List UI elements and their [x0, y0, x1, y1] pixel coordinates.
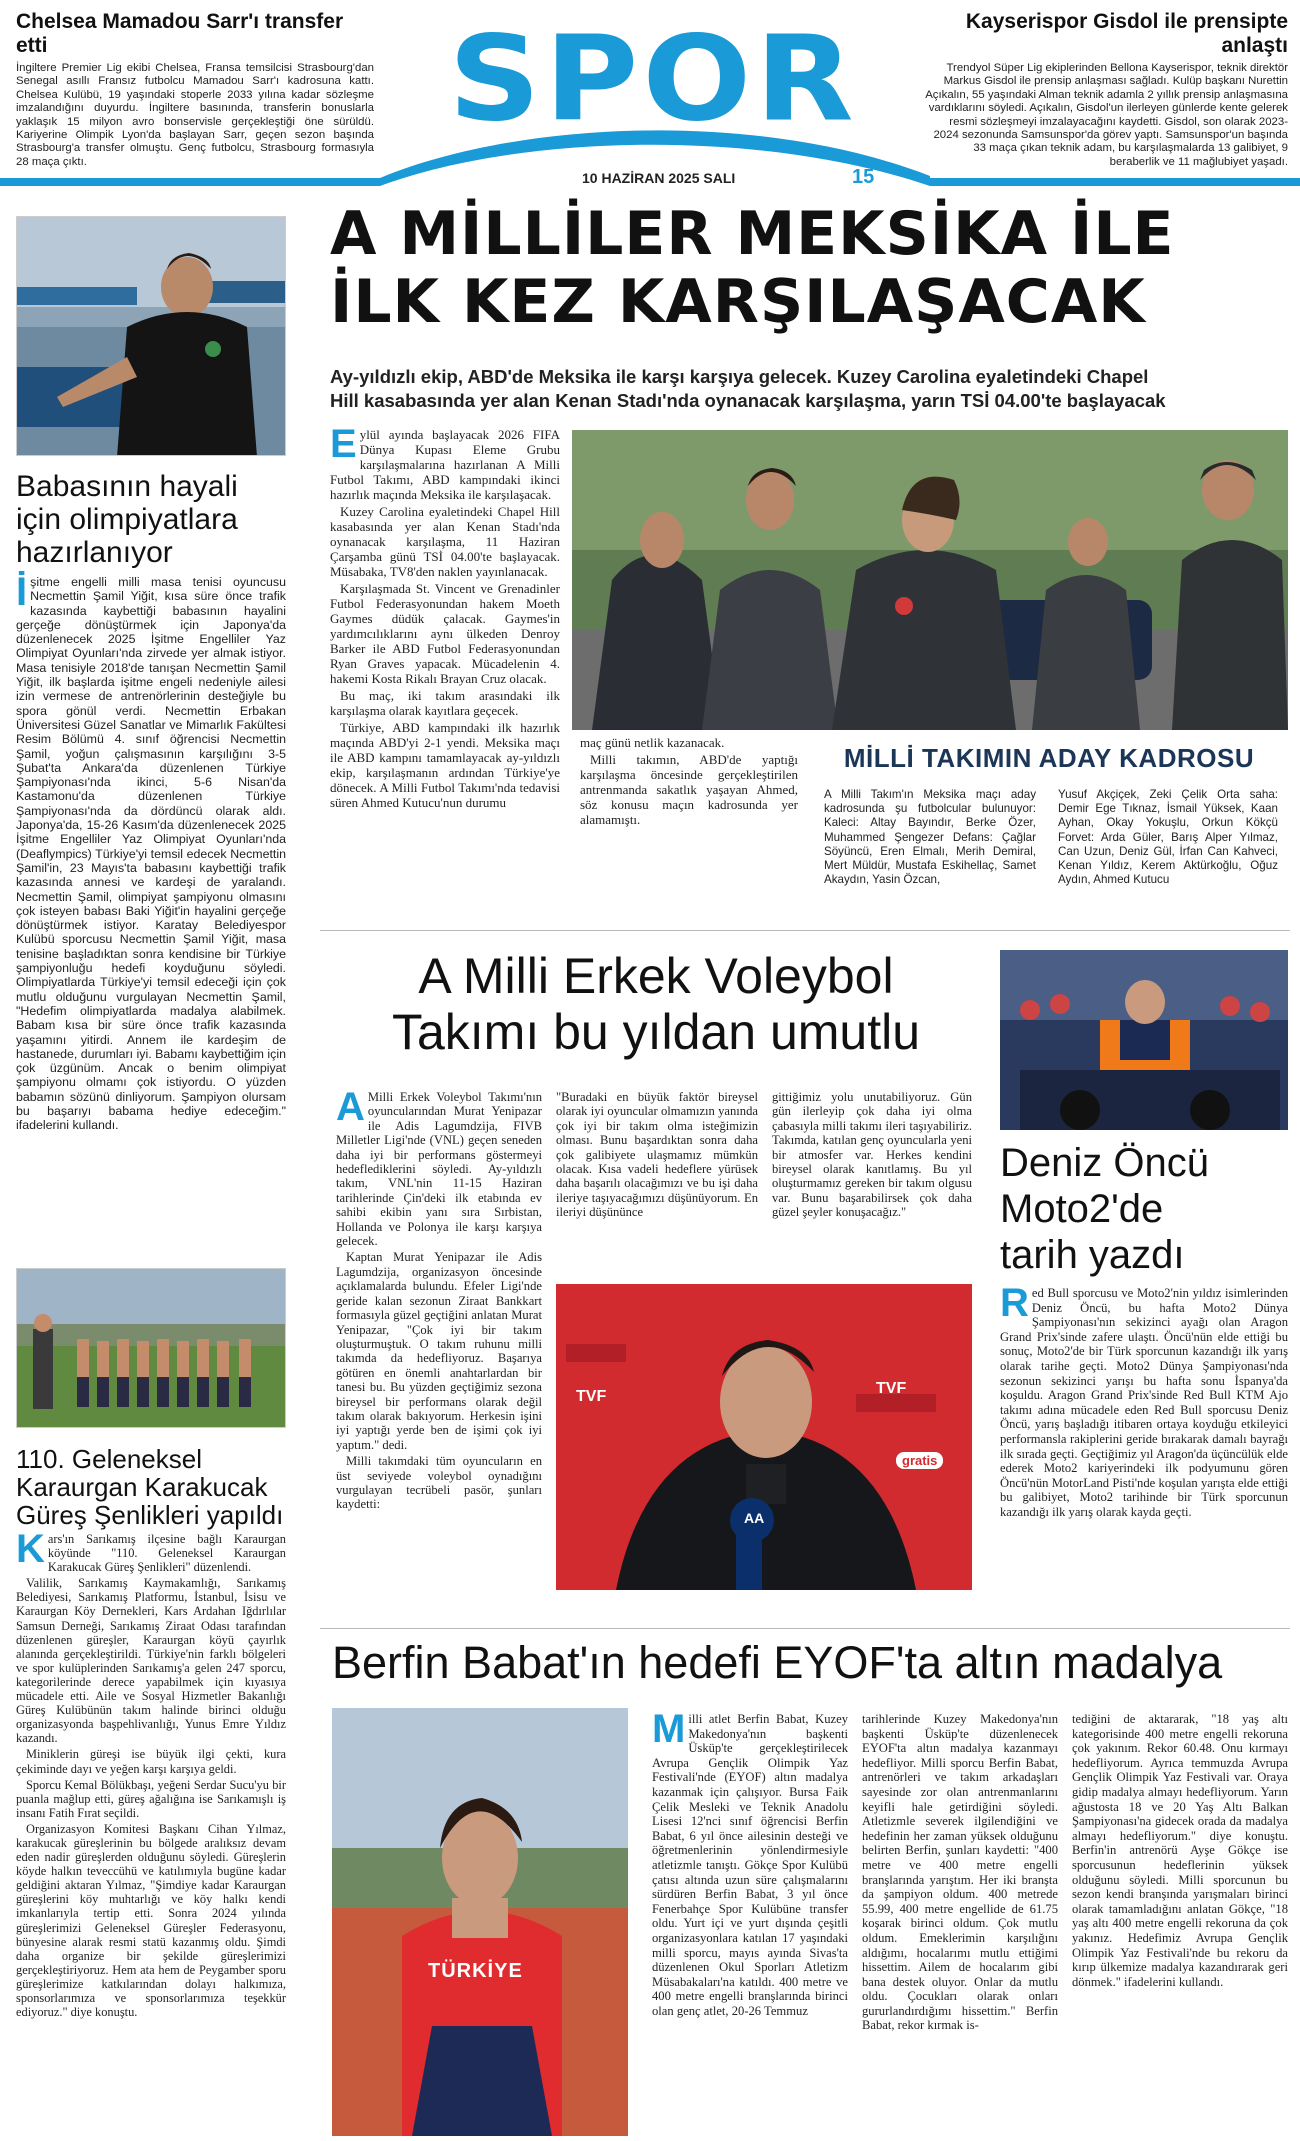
berfin-c1: illi atlet Berfin Babat, Kuzey Makedonya'nın başkenti Üsküp'te gerçekleştirilecek Avrupa Gençlik Olimpik Yaz Festivali'nde (EYOF) altın madalya kazanmak için çalışıyor. Bursa Faik Çelik Mesleki ve Teknik Anadolu Lisesi 12'nci sınıf öğrencisi Berfin Babat, 6 yıl önce ailesinin desteği ve öğretmenlerinin yönlendirmesiyle atletizmle tanıştı. Gökçe Spor Kulübü çatısı altında uzun süre çalışmalarını sürdüren Berfin Babat, 3 yıl önce Fenerbahçe Spor Kulübüne transfer oldu. Yurt içi ve yurt dışında çeşitli organizasyonlara katılan 17 yaşındaki milli sporcu, mayıs ayında Sivas'ta düzenlenen Okul Sporları Atletizm Müsabakaları'na katıldı. 400 metre ve 400 metre engelli branşlarında birinci olan genç atlet, 20-26 Temmuz — [652, 1712, 848, 2018]
photo-berfin — [332, 1708, 628, 2136]
wrestling-image — [17, 1269, 286, 1428]
brief-chelsea-title: Chelsea Mamadou Sarr'ı transfer etti — [16, 10, 344, 57]
squad-title: MİLLİ TAKIMIN ADAY KADROSU — [810, 738, 1288, 778]
brief-chelsea-body: İngiltere Premier Lig ekibi Chelsea, Fransa temsilcisi Strasbourg'dan Senegal asıllı Fransız futbolcu Mamadou Sarr'ı kadrosuna kattı. Chelsea Kulübü, 19 yaşındaki stoperle 2033 yılına kadar sözleşme imzalandığını duyurdu. İngiltere basınında, transferin bonuslarla yaklaşık 15 milyon avro bonservisle gerçekleştiği öne sürüldü. Kariyerine Olimpik Lyon'da başlayan Sarr, geçen sezon başında Strasbourg'a transfer olmuştu. Genç futbolcu, Strasbourg formasıyla 28 maça çıktı. — [16, 62, 374, 168]
volley-col3: gittiğimiz yolu unutabiliyoruz. Gün gün ilerleyip çok daha iyi olma çabasıyla milli takımı ileri taşıyabiliriz. Takımda, katılan genç oyuncularla yeni bir atmosfer var. Herkes kendini bireysel olarak kanıtlamış. Bu yıl oluşturmamız gereken bir takım olgusu var. Bunu başarabilirsek çok daha güzel şeyler konuşacağız." — [772, 1090, 972, 1220]
brief-kayserispor-body: Trendyol Süper Lig ekiplerinden Bellona Kayserispor, teknik direktör Markus Gisdol ile prensip anlaşması sağladı. Kulüp başkanı Nurettin Açıkalın, 55 yaşındaki Alman teknik adamla 2 yıllık prensip anlaşmasına vardıklarını söyledi. Açıkalın, Gisdol'un ilerleyen günlerde kente gelerek resmi sözleşmeyi imzalayacağını kaydetti. Gisdol, son olarak 2023-2024 sezonunda Samsunspor'da görev yaptı. Samsunspor'un başında 33 maça çıkan teknik adam, bu karşılaşmalarda 13 galibiyet, 9 beraberlik ve 11 mağlubiyet yaşadı. — [925, 62, 1288, 168]
main-col2 — [580, 735, 798, 829]
brief-kayserispor-title: Kayserispor Gisdol ile prensipte anlaştı — [965, 10, 1288, 57]
volley-col2: "Buradaki en büyük faktör bireysel olarak iyi oyuncular olmamızın yanında çok iyi bir takım olma isteğimizin olması. Bunu başardıktan sonra daha çok galibiyete ulaşmamız mümkün olacak. Kısa vadeli hedeflere yürüsek daha başarılı olacağımızı ve bu işi daha ileriye taşıyacağımızı düşünüyorum. En ileriyi düşününce — [556, 1090, 758, 1220]
brief-kayserispor — [924, 10, 1288, 169]
main-col1 — [330, 422, 560, 812]
berfin-dropcap: M — [652, 1707, 686, 1751]
volley-title-line2: Takımı bu yıldan umutlu — [391, 1004, 921, 1060]
main-title-line1: A MİLLİLER MEKSİKA İLE — [330, 199, 1175, 269]
rule-1 — [320, 930, 1290, 931]
moto-text: ed Bull sporcusu ve Moto2'nin yıldız isimlerinden Deniz Öncü, bu hafta Moto2 Dünya Şampiyonası'nın sekizinci ayağı olan Aragon Grand Prix'sinde zafere ulaştı. Öncü'nün elde ettiği bu sonuç, Moto2'de bir Türk sporcunun kazandığı ilk yarış olarak tarihe geçti. Moto2 Dünya Şampiyonası'nda sezonun sekizinci yarışı bu hafta sonu İspanya'da koşuldu. Aragon Grand Prix'sinde Red Bull KTM Ajo takımı adına mücadele eden Red Bull sporcusu Deniz Öncü, yarış başladığı itibaren ortaya koyduğu etkileyici performansla rakiplerini geride bırakarak damalı bayrağı ilk sırada geçti. Geçtiğimiz yıl Aragon'da üçüncülük elde ederek Moto2 kariyerindeki ilk podyumunu gören Öncü'nün MotorLand Pisti'nde koşulan yarışta elde ettiği bu galibiyet, Moto2 tarihinde bir Türk sporcunun kazandığı ilk yarış olarak kayda geçti. — [1000, 1286, 1288, 1519]
moto2-image — [1000, 950, 1288, 1130]
squad-box — [810, 738, 1288, 918]
wrestling-p1: ars'ın Sarıkamış ilçesine bağlı Karaurgan köyünde "110. Geleneksel Karaurgan Karakucak Güreş Şenlikleri" düzenlendi. — [47, 1532, 286, 1575]
moto-body — [1000, 1281, 1288, 1520]
main-deck-line1: Ay-yıldızlı ekip, ABD'de Meksika ile karşı karşıya gelecek. Kuzey Carolina eyaletindeki Chapel — [330, 366, 1149, 387]
microphone-label: AA — [744, 1510, 765, 1526]
tabletennis-body — [16, 570, 286, 1133]
main-p7: Milli takımın, ABD'de yaptığı karşılaşma öncesinde gerçekleştirilen antrenmanda sakatlık yaşayan Ahmed, söz konusu maçın kadrosunda yer alamamıştı. — [580, 752, 798, 827]
wrestling-body — [16, 1527, 286, 2021]
berfin-image — [332, 1708, 628, 2136]
tvf-logo-right: TVF — [876, 1380, 907, 1397]
berfin-title: Berfin Babat'ın hedefi EYOF'ta altın madalya — [332, 1637, 1223, 1688]
main-title-line2: İLK KEZ KARŞILAŞACAK — [330, 267, 1146, 337]
section-logo: SPOR — [448, 10, 858, 149]
tabletennis-dropcap: İ — [16, 570, 28, 614]
issue-date: 10 HAZİRAN 2025 SALI — [582, 170, 736, 186]
brief-chelsea — [16, 10, 374, 169]
volley-dropcap: A — [336, 1085, 365, 1129]
wrestling-title: 110. Geleneksel Karaurgan Karakucak Güreş Şenlikleri yapıldı — [16, 1444, 284, 1530]
main-dropcap: E — [330, 422, 357, 466]
photo-moto2 — [1000, 950, 1288, 1130]
volley-c1p1: Milli Erkek Voleybol Takımı'nın oyuncularından Murat Yenipazar ile Adis Lagumdzija, FIVB Milletler Ligi'nde (VNL) geçen seneden daha iyi bir performans göstermeyi hedeflediklerini söyledi. Ay-yıldızlı takım, VNL'nin 11-15 Haziran tarihlerinde Çin'deki ilk etabında ev sahibi ekibin yanı sıra Sırbistan, Hollanda ve Polonya ile karşı karşıya gelecek. — [336, 1090, 542, 1249]
photo-volley-player — [556, 1284, 972, 1590]
volley-c1p2: Kaptan Murat Yenipazar ile Adis Lagumdzija, organizasyon öncesinde açıklamalarda bulundu. Efeler Ligi'nde geride kalan sezonun Ziraat Bankkart formasıyla güzel geçtiğini anlatan Murat Yenipazar, "Çok iyi bir takım oluşturmuştuk. O takım ruhunu milli takımda da hedefliyoruz. Başarıya götüren en önemli anahtarlardan bir tanesi bu. Bu yüzden geçtiğimiz sezona bireysel bir performans olarak değil takım olarak bakıyorum. Herkesin işini iyi yaptığı yerde ben de işimi çok iyi yaptım." dedi. — [336, 1250, 542, 1452]
photo-national-team — [572, 430, 1288, 730]
main-p1: ylül ayında başlayacak 2026 FIFA Dünya Kupası Eleme Grubu karşılaşmalarına hazırlanan A Milli Futbol Takımı, ABD kampındaki ikinci hazırlık maçında Meksika ile karşılaşacak. — [330, 427, 560, 502]
berfin-shirt-text: TÜRKİYE — [428, 1960, 523, 1982]
wrestling-p5: Organizasyon Komitesi Başkanı Cihan Yılmaz, karakucak güreşlerinin bu bölgede aralıksız devam eden nadir güreşlerden olduğunu söyledi. Güreşlerin köyde halkın teveccühü ve katılımıyla bugüne kadar geldiğini aktaran Yılmaz, "Şimdiye kadar Karaurgan güreşlerini köy muhtarlığı ve köy halkı kendi imkanlarıyla tertip etti. Sonra 2024 yılında güreşlerimizi Geleneksel Güreşler Federasyonu, bünyesine alarak resmi statü kazanmış oldu. Şimdi daha organize bir şekilde güreşlerimizi gerçekleştiriyoruz. Hem ata hem de Peygamber sporu güreşlerimize katkılarından dolayı halkımıza, sponsorlarımıza ve sponsorlarımıza teşekkür ediyoruz." diye konuştu. — [16, 1821, 286, 2020]
page-number: 15 — [852, 166, 875, 188]
wrestling-p4: Sporcu Kemal Bölükbaşı, yeğeni Serdar Sucu'yu bir puanla mağlup etti, güreş ağalığına ise Sarıkamışlı iş insanı Fatih Fırat seçildi. — [16, 1777, 286, 1820]
moto-title-line2: Moto2'de — [1000, 1187, 1164, 1231]
main-deck — [330, 365, 1290, 413]
photo-wrestling — [16, 1268, 286, 1428]
moto-title — [1000, 1140, 1288, 1278]
photo-table-tennis — [16, 216, 286, 456]
volley-col1 — [336, 1085, 542, 1514]
moto-title-line3: tarih yazdı — [1000, 1233, 1185, 1277]
squad-col1: A Milli Takım'ın Meksika maçı aday kadrosunda şu futbolcular bulunuyor: Kaleci: Altay Bayındır, Berke Özer, Muhammed Şengezer Defans: Çağlar Söyüncü, Eren Elmalı, Merih Demiral, Mert Müldür, Mustafa Eskihellaç, Samet Akaydın, Yasin Özcan, — [824, 788, 1036, 887]
main-p3: Karşılaşmada St. Vincent ve Grenadinler Futbol Federasyonundan hakem Moeth Gaymes düdük çalacak. Gaymes'in yardımcılıklarını aynı ülkeden Denroy Barker ile ABD Futbol Federasyonundan Ryan Graves yapacak. Mücadelenin 4. hakemi Kosta Rikalı Brayan Cruz olacak. — [330, 581, 560, 686]
wrestling-dropcap: K — [16, 1527, 45, 1571]
berfin-col3: tediğini de aktararak, "18 yaş altı kategorisinde 400 metre engelli rekoruna çok yakınım. Rekor 60.48. Onu kırmayı hedefliyorum. Ayrıca temmuzda Avrupa Gençlik Olimpik Yaz Festivali var. Oraya gidip madalya almayı hedefliyorum. Yarın ağustosta 18 ve 20 Yaş Altı Balkan Şampiyonası'na gidecek orada da madalya almayı hedefliyorum." diye konuştu. Berfin'in antrenörü Ayşe Gökçe ise sporcusunun hedeflerinin yüksek olduğunu söyledi. Milli sporcunun bu sezon kendi branşında yarışmaları birinci olarak tamamladığını anlatan Gökçe, "18 yaş altı 400 metre engelli rekoruna da çok yakınız. Hedefimiz Avrupa Gençlik Olimpik Yaz Festivali'nde bu rekoru da kırıp ülkemize madalya kazandırarak geri dönmek." ifadelerini kullandı. — [1072, 1712, 1288, 1989]
tabletennis-title: Babasının hayali için olimpiyatlara hazırlanıyor — [16, 470, 238, 569]
rule-2 — [320, 1628, 1290, 1629]
gratis-logo: gratis — [896, 1452, 943, 1469]
table-tennis-image — [17, 217, 286, 456]
main-p5: Türkiye, ABD kampındaki ilk hazırlık maçında ABD'yi 2-1 yendi. Meksika maçı ile ABD kampını tamamlayacak ay-yıldızlı ekip, karşılaşmanın ardından Türkiye'ye dönecek. A Milli Futbol Takımı'nda tedavisi süren Ahmed Kutucu'nun durumu — [330, 720, 560, 810]
volley-c1p3: Milli takımdaki tüm oyuncuların en üst seviyede voleybol oynadığını vurgulayan tecrübeli pasör, şunları kaydetti: — [336, 1454, 542, 1512]
volley-title — [336, 948, 976, 1060]
squad-col2: Yusuf Akçiçek, Zeki Çelik Orta saha: Demir Ege Tıknaz, İsmail Yüksek, Kaan Ayhan, Okay Yokuşlu, Orkun Kökçü Forvet: Arda Güler, Barış Alper Yılmaz, Can Uzun, Deniz Gül, İrfan Can Kahveci, Kenan Yıldız, Kerem Aktürkoğlu, Oğuz Aydın, Ahmed Kutucu — [1058, 788, 1278, 887]
main-p4: Bu maç, iki takım arasındaki ilk karşılaşma olarak kayıtlara geçecek. — [330, 688, 560, 718]
volley-title-line1: A Milli Erkek Voleybol — [418, 948, 894, 1004]
volley-player-image — [556, 1284, 972, 1590]
main-title — [330, 200, 1290, 336]
wrestling-p3: Miniklerin güreşi ise büyük ilgi çekti, kura çekiminde dayı ve yeğen karşı karşıya geldi. — [16, 1747, 286, 1776]
main-p6: maç günü netlik kazanacak. — [580, 735, 725, 750]
berfin-col1 — [652, 1707, 848, 2018]
national-team-image — [572, 430, 1288, 730]
wrestling-p2: Valilik, Sarıkamış Kaymakamlığı, Sarıkamış Belediyesi, Sarıkamış Platformu, İstanbul, İsisu ve Karaurgan Köy Dernekleri, Kars Ardahan Iğdırlılar Samsun Derneği, Sarıkamış Ziraat Odası tarafından düzenlenen güreşler, Karaurgan köyü çayırlık alanında gerçekleştirildi. Türkiye'nin farklı bölgeleri ve spor kulüplerinden Sarıkamış'a gelen 247 sporcu, kategorilerinde derece yapabilmek için kıyasıya mücadele etti. Aile ve Sosyal Hizmetler Bakanlığı Güreş Kulübünün takım halinde birinci olduğu organizasyonda başpehlivanlığı, Yunus Emre Yıldız kazandı. — [16, 1576, 286, 1746]
main-deck-line2: Hill kasabasında yer alan Kenan Stadı'nda oynanacak karşılaşma, yarın TSİ 04.00'te başlayacak — [330, 390, 1166, 411]
main-p2: Kuzey Carolina eyaletindeki Chapel Hill kasabasında yer alan Kenan Stadı'nda oynanacak karşılaşma, 11 Haziran Çarşamba günü TSİ 04.00'te başlayacak. Müsabaka, TV8'den naklen yayınlanacak. — [330, 504, 560, 579]
berfin-col2: tarihlerinde Kuzey Makedonya'nın başkenti Üsküp'te düzenlenecek EYOF'ta altın madalya kazanmayı hedefliyor. Milli sporcu Berfin Babat, antrenörleri ve takım arkadaşları sayesinde zor olan antrenmanlarını keyifli hale getirdiğini söyledi. Atletizmle severek ilgilendiğini ve hedefinin her zaman yüksek olduğunu belirten Berfin, şunları kaydetti: "400 metre ve 400 metre engelli branşlarında yarıştım. Her iki branşta da şampiyon oldum. 400 metrede 55.99, 400 metre engellide de 61.75 koşarak birinci oldum. Çok mutlu oldum. Emeklerimin karşılığını aldığımı, hocalarımı mutlu ettiğimi hissettim. Ailem de hocalarım gibi bana destek oluyor. Onlar da mutlu oldu. Çocukları olarak onları gururlandırdığımı hissettim." Berfin Babat, rekor kırmak is- — [862, 1712, 1058, 2033]
moto-title-line1: Deniz Öncü — [1000, 1141, 1209, 1185]
tabletennis-text: şitme engelli milli masa tenisi oyuncusu Necmettin Şamil Yiğit, kısa süre önce trafik kazasında kaybettiği babasının hayalini gerçeğe dönüştürmek için Japonya'da düzenlenecek 2025 İşitme Engelliler Yaz Olimpiyat Oyunları'nda zirvede yer almak istiyor. Masa tenisiyle 2018'de tanışan Necmettin Şamil Yiğit, ilk başlarda işitme engeli nedeniyle ailesi izin vermese de antrenörlerinin desteğiyle bu spora gönül verdi. Necmettin Erbakan Üniversitesi Güzel Sanatlar ve Mimarlık Fakültesi Resim Bölümü 4. sınıf öğrencisi Necmettin Şamil, yoğun çalışmasının karşılığını 3-5 Şubat'ta Ankara'da düzenlenen Türkiye Şampiyonası'nda ikinci, 5-6 Nisan'da Kastamonu'da düzenlenen Türkiye Şampiyonası'nda da dördüncü olarak aldı. Japonya'da, 15-26 Kasım'da düzenlenecek 2025 İşitme Engelliler Yaz Olimpiyat Oyunları'nda (Deaflympics) Türkiye'yi temsil edecek Necmettin Şamil'in, 23 Mayıs'ta babasını kaybettiği trafik kazasında annesi ve kardeşi de yaralandı. Necmettin Şamil, olimpiyat şampiyonu olmasını çok isteyen babası Baki Yiğit'in hayalini gerçeğe dönüştürmek istiyor. Karatay Belediyespor Kulübü sporcusu Necmettin Şamil Yiğit, masa tenisine başladıktan sonra kendisine bir Türkiye şampiyonluğu hedefi koyduğunu söyledi. Olimpiyatlarda Türkiye'yi temsil edeceği için çok mutlu olduğunu vurgulayan Necmettin Şamil, "Hedefim olimpiyatlarda madalya alabilmek. Babam kısa bir süre önce trafik kazasında yaşamını yitirdi. Annem ile kardeşim de hastanede, durumları iyi. Babamı kaybettiğim için çok üzgünüm. Ancak o benim olimpiyat şampiyonu olmamı çok istiyordu. O yüzden babamın sözünü dinliyorum. Şampiyon olursam bu başarıyı babama hediye edeceğim." ifadelerini kullandı. — [16, 575, 286, 1133]
tvf-logo-left: TVF — [576, 1388, 607, 1405]
moto-dropcap: R — [1000, 1281, 1029, 1325]
